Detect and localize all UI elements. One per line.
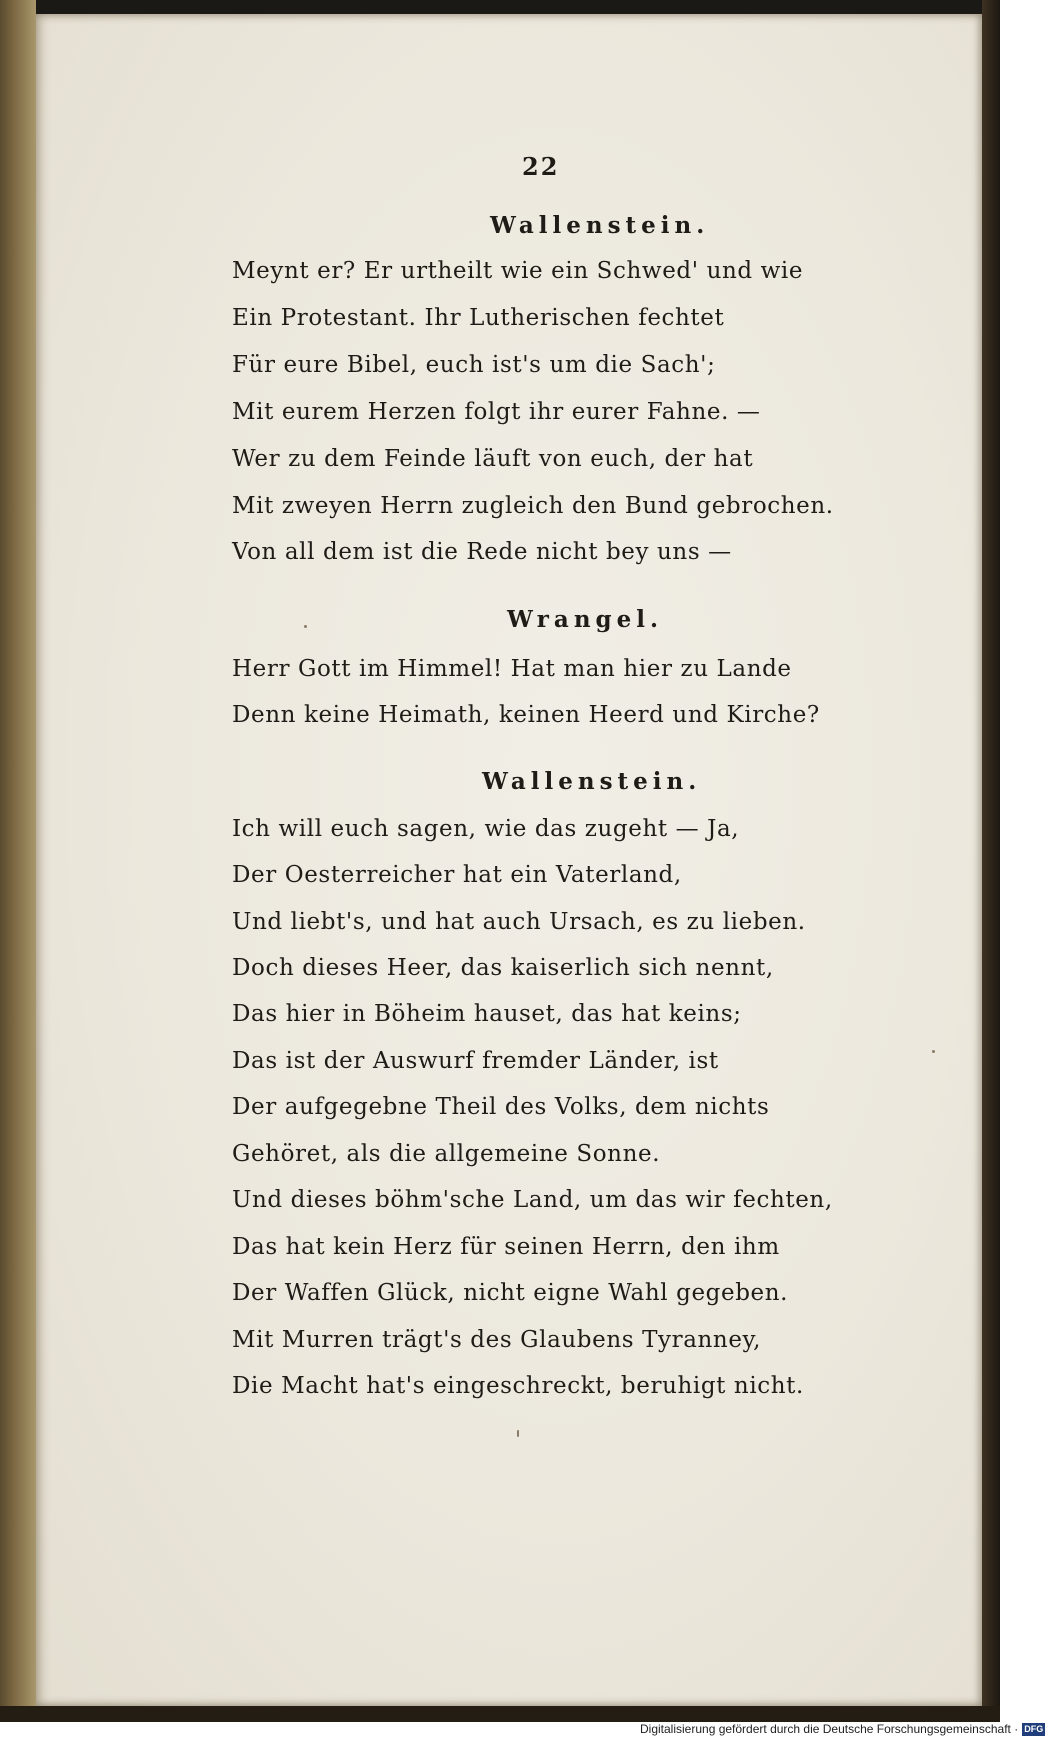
scan-bottom-edge (0, 1706, 1000, 1722)
speaker-label: Wallenstein. (490, 212, 710, 239)
paper-speck (932, 1050, 935, 1053)
book-binding-edge (0, 0, 36, 1722)
speaker-label: Wallenstein. (482, 768, 702, 795)
credit-text: Digitalisierung gefördert durch die Deutsche Forschungsgemeinschaft · (640, 1722, 1019, 1736)
verse-line: Ein Protestant. Ihr Lutherischen fechtet (232, 305, 725, 331)
verse-line: Das hat kein Herz für seinen Herrn, den ihm (232, 1234, 780, 1260)
verse-line: Von all dem ist die Rede nicht bey uns — (232, 539, 732, 565)
verse-line: Der aufgegebne Theil des Volks, dem nichts (232, 1094, 770, 1120)
verse-line: Das hier in Böheim hauset, das hat keins; (232, 1001, 742, 1027)
verse-line: Mit zweyen Herrn zugleich den Bund gebrochen. (232, 493, 834, 519)
verse-line: Mit eurem Herzen folgt ihr eurer Fahne. — (232, 399, 761, 425)
verse-line: Meynt er? Er urtheilt wie ein Schwed' und wie (232, 258, 804, 284)
digitization-credit (640, 1722, 1045, 1736)
verse-line: Für eure Bibel, euch ist's um die Sach'; (232, 352, 716, 378)
verse-line: Wer zu dem Feinde läuft von euch, der hat (232, 446, 754, 472)
verse-line: Denn keine Heimath, keinen Heerd und Kirche? (232, 702, 820, 728)
verse-line: Gehöret, als die allgemeine Sonne. (232, 1141, 661, 1167)
verse-line: Mit Murren trägt's des Glaubens Tyranney, (232, 1327, 761, 1353)
verse-line: Ich will euch sagen, wie das zugeht — Ja, (232, 816, 740, 842)
verse-line: Das ist der Auswurf fremder Länder, ist (232, 1048, 719, 1074)
page-number: 22 (522, 152, 560, 181)
verse-line: Und liebt's, und hat auch Ursach, es zu lieben. (232, 909, 806, 935)
speaker-label: Wrangel. (507, 606, 663, 633)
scan-right-edge (982, 0, 1000, 1722)
verse-line: Doch dieses Heer, das kaiserlich sich nennt, (232, 955, 774, 981)
dfg-logo: DFG (1024, 1723, 1044, 1734)
paper-speck (304, 625, 307, 628)
verse-line: Der Oesterreicher hat ein Vaterland, (232, 862, 682, 888)
verse-line: Der Waffen Glück, nicht eigne Wahl gegeben. (232, 1280, 789, 1306)
verse-line: Die Macht hat's eingeschreckt, beruhigt nicht. (232, 1373, 804, 1399)
scan-top-edge (0, 0, 1000, 14)
verse-line: Herr Gott im Himmel! Hat man hier zu Lande (232, 656, 792, 682)
verse-line: Und dieses böhm'sche Land, um das wir fechten, (232, 1187, 833, 1213)
paper-speck (517, 1430, 519, 1437)
